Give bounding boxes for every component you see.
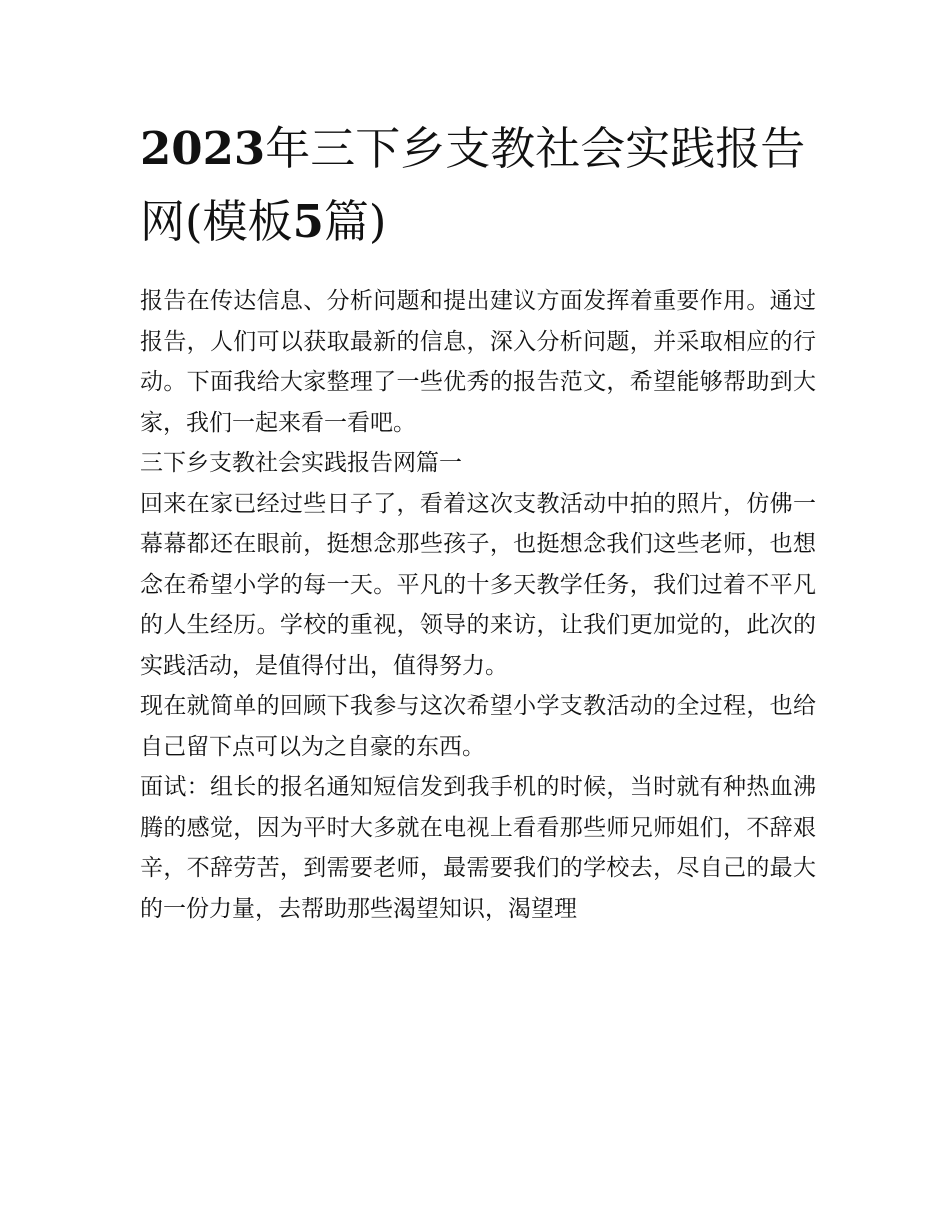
title-count: 5 [292, 195, 324, 248]
body-paragraph: 面试：组长的报名通知短信发到我手机的时候，当时就有种热血沸腾的感觉，因为平时大多就在电视上看看那些师兄师姐们，不辞艰辛，不辞劳苦，到需要老师，最需要我们的学校去，尽自己的最大的一份力量，去帮助那些渴望知识，渴望理 [140, 774, 816, 922]
document-title [140, 112, 820, 258]
document-body [140, 281, 816, 929]
body-paragraph: 现在就简单的回顾下我参与这次希望小学支教活动的全过程，也给自己留下点可以为之自豪的东西。 [140, 693, 816, 760]
body-paragraph: 回来在家已经过些日子了，看着这次支教活动中拍的照片，仿佛一幕幕都还在眼前，挺想念那些孩子，也挺想念我们这些老师，也想念在希望小学的每一天。平凡的十多天教学任务，我们过着不平凡的人生经历。学校的重视，领导的来访，让我们更加觉的，此次的实践活动，是值得付出，值得努力。 [140, 490, 816, 679]
section-heading: 三下乡支教社会实践报告网篇一 [140, 450, 462, 476]
intro-paragraph: 报告在传达信息、分析问题和提出建议方面发挥着重要作用。通过报告，人们可以获取最新的信息，深入分析问题，并采取相应的行动。下面我给大家整理了一些优秀的报告范文，希望能够帮助到大家，我们一起来看一看吧。 [140, 288, 816, 436]
title-suffix: 篇) [323, 195, 387, 248]
title-text: 年三下乡支教社会实践报告网(模板 [140, 122, 806, 248]
title-year: 2023 [140, 122, 266, 175]
